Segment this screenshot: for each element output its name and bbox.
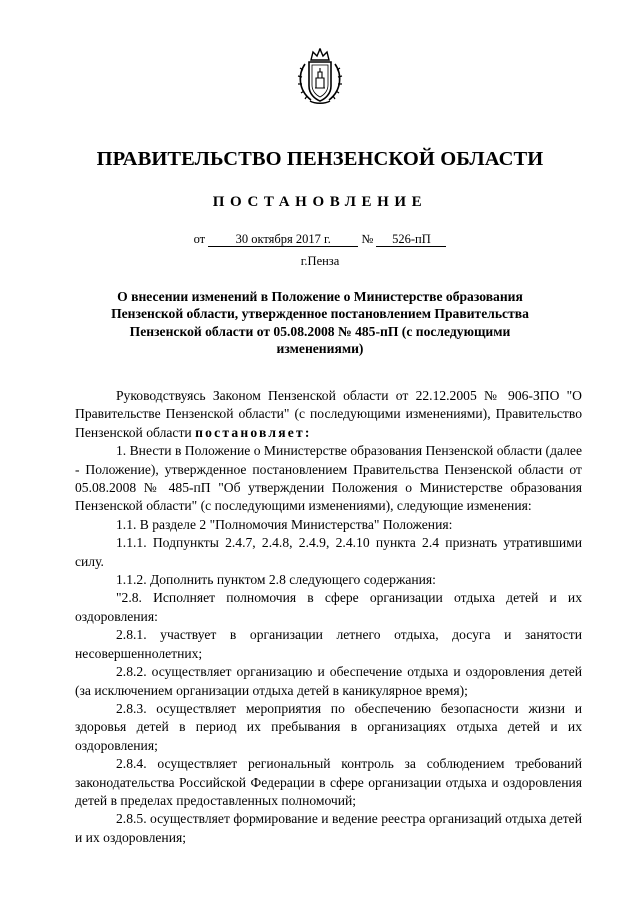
resolves-emphasis: постановляет: [195, 424, 312, 440]
document-title: О внесении изменений в Положение о Министерстве образования Пензенской области, утвержденное постановлением Правительства Пензенской области от 05.08.2008 № 485-пП (с последующими изменениями) [111, 289, 529, 356]
number-label: № [361, 232, 374, 246]
intro-text: Руководствуясь Законом Пензенской области от 22.12.2005 № 906-ЗПО "О Правительстве Пензенской области" (с последующими изменениями), Правительство Пензенской области [75, 388, 582, 440]
paragraph: 1.1. В разделе 2 "Полномочия Министерства" Положения: [116, 516, 453, 532]
paragraph: 2.8.2. осуществляет организацию и обеспечение отдыха и оздоровления детей (за исключением организации отдыха детей в каникулярное время); [75, 664, 582, 698]
paragraph: 1.1.2. Дополнить пунктом 2.8 следующего содержания: [116, 572, 436, 588]
date-number-line [0, 232, 640, 247]
intro-paragraph [75, 387, 582, 442]
paragraph: 2.8.1. участвует в организации летнего отдыха, досуга и занятости несовершеннолетних; [75, 627, 582, 661]
document-date: 30 октября 2017 г. [208, 232, 358, 247]
from-label: от [193, 232, 206, 246]
paragraph: 2.8.3. осуществляет мероприятия по обеспечению безопасности жизни и здоровья детей в период их пребывания в организациях отдыха детей и их оздоровления; [75, 700, 582, 753]
paragraph: 1.1.1. Подпункты 2.4.7, 2.4.8, 2.4.9, 2.4.10 пункта 2.4 признать утратившими силу. [75, 535, 582, 569]
paragraph: 2.8.4. осуществляет региональный контроль за соблюдением требований законодательства Российской Федерации в сфере организации отдыха и оздоровления детей в пределах предоставленных полномочий; [75, 756, 582, 808]
document-type: ПОСТАНОВЛЕНИЕ [212, 194, 428, 210]
paragraph: "2.8. Исполняет полномочия в сфере организации отдыха детей и их оздоровления: [75, 590, 582, 624]
paragraph: 1. Внести в Положение о Министерстве образования Пензенской области (далее - Положение), утвержденное постановлением Правительства Пензенской области от 05.08.2008 № 485-пП "Об утверждении Положения о Министерстве образования Пензенской области" (с последующими изменениями), следующие изменения: [75, 443, 582, 514]
paragraph: 2.8.5. осуществляет формирование и ведение реестра организаций отдыха детей и их оздоровления; [75, 811, 582, 845]
city: г.Пенза [300, 254, 340, 268]
coat-of-arms-icon [295, 48, 345, 106]
document-body [75, 387, 582, 847]
government-name: ПРАВИТЕЛЬСТВО ПЕНЗЕНСКОЙ ОБЛАСТИ [96, 148, 544, 170]
document-number: 526-пП [376, 232, 446, 247]
